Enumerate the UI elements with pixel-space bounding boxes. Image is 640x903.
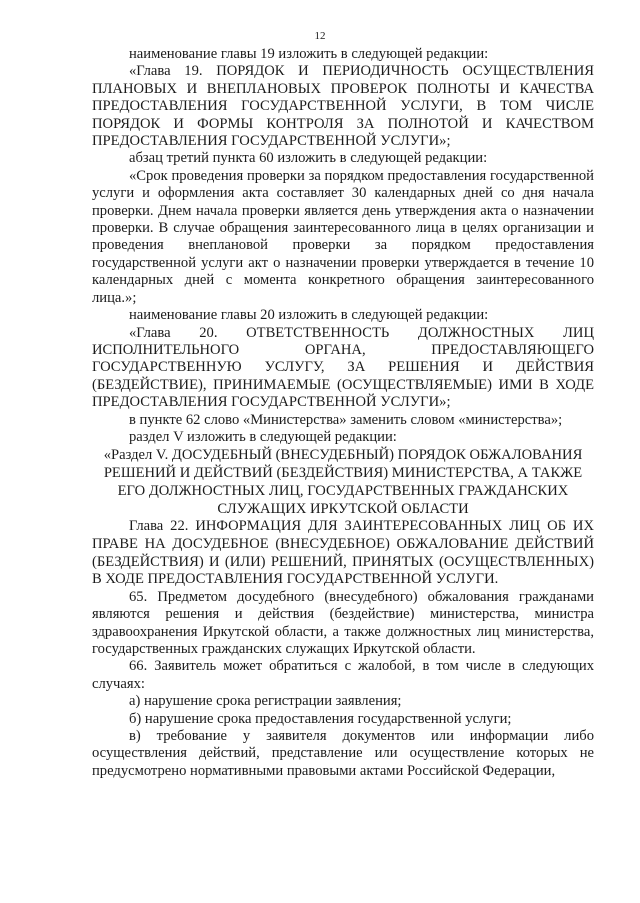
paragraph-item62-change: в пункте 62 слово «Министерства» заменить словом «министерства»; xyxy=(129,411,563,428)
list-item-b: б) нарушение срока предоставления государственной услуги; xyxy=(129,710,512,727)
paragraph-item65: 65. Предметом досудебного (внесудебного) обжалования гражданами являются решения и действия (бездействие) министерства, министра здравоохранения Иркутской области, а также должностных лиц министерства, государственных гражданских служащих Иркутской области. xyxy=(92,588,594,657)
chapter22-heading: Глава 22. ИНФОРМАЦИЯ ДЛЯ ЗАИНТЕРЕСОВАННЫХ ЛИЦ ОБ ИХ ПРАВЕ НА ДОСУДЕБНОЕ (ВНЕСУДЕБНОЕ) ОБЖАЛОВАНИЕ ДЕЙСТВИЙ (БЕЗДЕЙСТВИЯ) И (ИЛИ) РЕШЕНИЙ, ПРИНЯТЫХ (ОСУЩЕСТВЛЕННЫХ) В ХОДЕ ПРЕДОСТАВЛЕНИЯ ГОСУДАРСТВЕННОЙ УСЛУГИ. xyxy=(92,518,594,588)
paragraph-section5-intro: раздел V изложить в следующей редакции: xyxy=(129,428,397,445)
list-item-c: в) требование у заявителя документов или информации либо осуществления действий, представление или осуществление которых не предусмотрено нормативными правовыми актами Российской Федерации, xyxy=(92,727,594,779)
paragraph-chapter19-title: «Глава 19. ПОРЯДОК И ПЕРИОДИЧНОСТЬ ОСУЩЕСТВЛЕНИЯ ПЛАНОВЫХ И ВНЕПЛАНОВЫХ ПРОВЕРОК ПОЛНОТЫ И КАЧЕСТВА ПРЕДОСТАВЛЕНИЯ ГОСУДАРСТВЕННОЙ УСЛУГИ, В ТОМ ЧИСЛЕ ПОРЯДОК И ФОРМЫ КОНТРОЛЯ ЗА ПОЛНОТОЙ И КАЧЕСТВОМ ПРЕДОСТАВЛЕНИЯ ГОСУДАРСТВЕННОЙ УСЛУГИ»; xyxy=(92,63,594,150)
list-item-a: а) нарушение срока регистрации заявления; xyxy=(129,693,402,710)
document-body xyxy=(92,46,594,780)
page-number: 12 xyxy=(314,30,326,42)
paragraph-item60-intro: абзац третий пункта 60 изложить в следующей редакции: xyxy=(129,150,488,167)
paragraph-item66: 66. Заявитель может обратиться с жалобой, в том числе в следующих случаях: xyxy=(92,658,594,692)
section5-heading: «Раздел V. ДОСУДЕБНЫЙ (ВНЕСУДЕБНЫЙ) ПОРЯДОК ОБЖАЛОВАНИЯ РЕШЕНИЙ И ДЕЙСТВИЙ (БЕЗДЕЙСТВИЯ) МИНИСТЕРСТВА, А ТАКЖЕ ЕГО ДОЛЖНОСТНЫХ ЛИЦ, ГОСУДАРСТВЕННЫХ ГРАЖДАНСКИХ СЛУЖАЩИХ ИРКУТСКОЙ ОБЛАСТИ xyxy=(103,447,583,518)
paragraph-chapter20-intro: наименование главы 20 изложить в следующей редакции: xyxy=(129,307,489,324)
paragraph-chapter19-intro: наименование главы 19 изложить в следующей редакции: xyxy=(129,46,489,62)
paragraph-item60-text: «Срок проведения проверки за порядком предоставления государственной услуги и оформления акта составляет 30 календарных дней со дня начала проверки. Днем начала проверки является день утверждения акта о назначении проверки. В случае обращения заинтересованного лица в целях организации и проведения внеплановой проверки за порядком предоставления государственной услуги акт о назначении проверки утверждается в течение 10 календарных дней с момента конкретного обращения заинтересованного лица.»; xyxy=(92,167,594,306)
paragraph-chapter20-title: «Глава 20. ОТВЕТСТВЕННОСТЬ ДОЛЖНОСТНЫХ ЛИЦ ИСПОЛНИТЕЛЬНОГО ОРГАНА, ПРЕДОСТАВЛЯЮЩЕГО ГОСУДАРСТВЕННУЮ УСЛУГУ, ЗА РЕШЕНИЯ И ДЕЙСТВИЯ (БЕЗДЕЙСТВИЕ), ПРИНИМАЕМЫЕ (ОСУЩЕСТВЛЯЕМЫЕ) ИМИ В ХОДЕ ПРЕДОСТАВЛЕНИЯ ГОСУДАРСТВЕННОЙ УСЛУГИ»; xyxy=(92,324,594,411)
